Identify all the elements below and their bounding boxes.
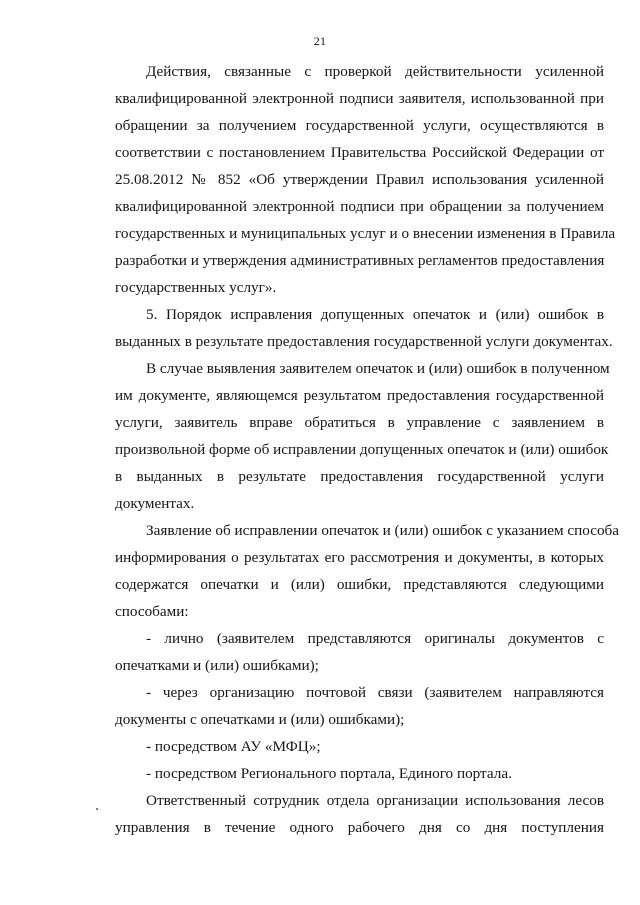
text-line: квалифицированной электронной подписи заявителя, использованной при xyxy=(115,90,604,107)
list-item-line: - посредством Регионального портала, Единого портала. xyxy=(146,765,512,782)
text-line: Заявление об исправлении опечаток и (или) ошибок с указанием способа xyxy=(146,522,620,539)
list-item-line: - через организацию почтовой связи (заявителем направляются xyxy=(146,684,604,701)
text-line: Действия, связанные с проверкой действительности усиленной xyxy=(146,63,604,80)
text-line: квалифицированной электронной подписи при обращении за получением xyxy=(115,198,604,215)
text-line: содержатся опечатки и (или) ошибки, представляются следующими xyxy=(115,576,604,593)
text-line: услуги, заявитель вправе обратиться в управление с заявлением в xyxy=(115,414,604,431)
scan-speck xyxy=(96,808,98,810)
text-line: информирования о результатах его рассмотрения и документы, в которых xyxy=(115,549,604,566)
text-line: государственных и муниципальных услуг и о внесении изменения в Правила xyxy=(115,225,616,242)
text-line: способами: xyxy=(115,603,189,620)
text-line: обращении за получением государственной услуги, осуществляются в xyxy=(115,117,604,134)
text-line: в выданных в результате предоставления государственной услуги xyxy=(115,468,604,485)
text-line: управления в течение одного рабочего дня со дня поступления xyxy=(115,819,604,836)
text-line: документах. xyxy=(115,495,195,512)
list-item-line: - лично (заявителем представляются оригиналы документов с xyxy=(146,630,604,647)
text-line: соответствии с постановлением Правительства Российской Федерации от xyxy=(115,144,604,161)
text-line: 25.08.2012 № 852 «Об утверждении Правил использования усиленной xyxy=(115,171,604,188)
list-item-line: - посредством АУ «МФЦ»; xyxy=(146,738,321,755)
text-line: выданных в результате предоставления государственной услуги документах. xyxy=(115,333,613,350)
text-line: 5. Порядок исправления допущенных опечаток и (или) ошибок в xyxy=(146,306,604,323)
list-item-line: опечатками и (или) ошибками); xyxy=(115,657,319,674)
text-line: разработки и утверждения административных регламентов предоставления xyxy=(115,252,605,269)
text-line: произвольной форме об исправлении допущенных опечаток и (или) ошибок xyxy=(115,441,609,458)
text-line: Ответственный сотрудник отдела организации использования лесов xyxy=(146,792,604,809)
list-item-line: документы с опечатками и (или) ошибками); xyxy=(115,711,405,728)
text-line: им документе, являющемся результатом предоставления государственной xyxy=(115,387,604,404)
text-line: В случае выявления заявителем опечаток и (или) ошибок в полученном xyxy=(146,360,610,377)
page-number: 21 xyxy=(313,34,327,48)
text-line: государственных услуг». xyxy=(115,279,277,296)
